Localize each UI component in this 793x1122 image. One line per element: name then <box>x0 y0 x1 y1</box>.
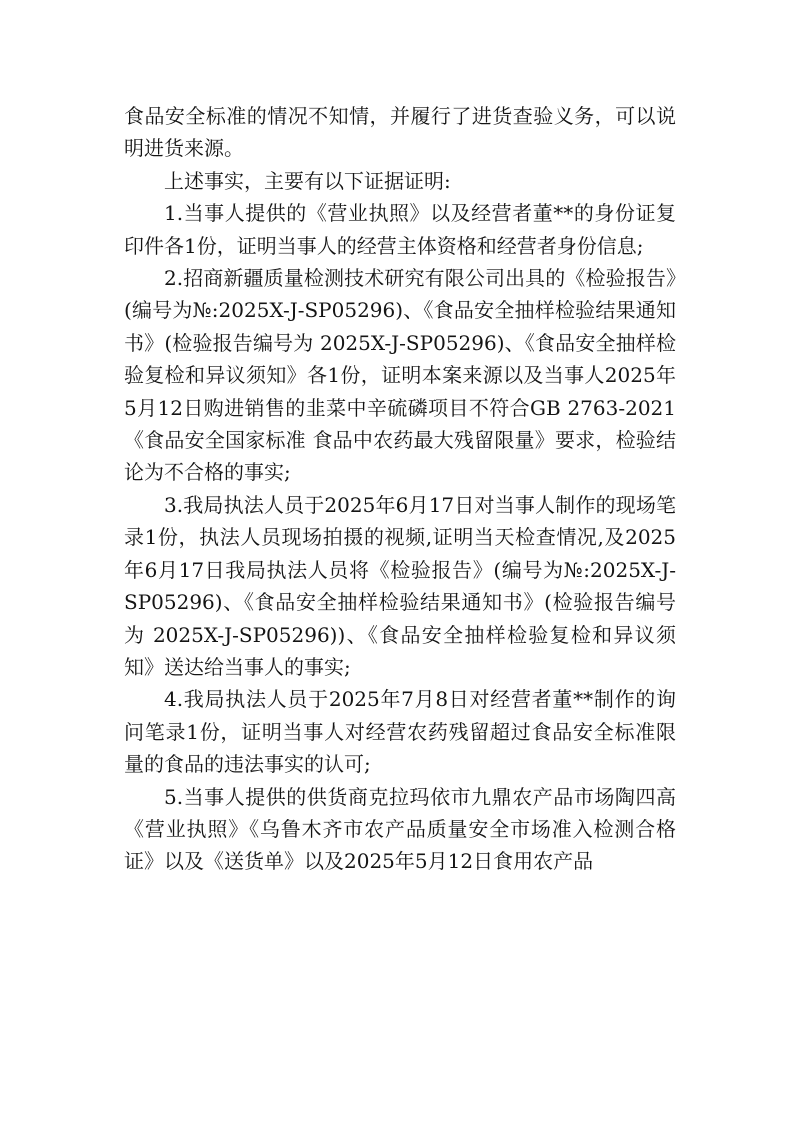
paragraph-evidence-intro: 上述事实，主要有以下证据证明: <box>164 168 451 193</box>
paragraph-evidence-4: 4.我局执法人员于2025年7月8日对经营者董**制作的询问笔录1份，证明当事人对经营农药残留超过食品安全标准限量的食品的违法事实的认可; <box>124 687 676 777</box>
paragraph-continuation: 食品安全标准的情况不知情，并履行了进货查验义务，可以说明进货来源。 <box>124 104 676 161</box>
paragraph-evidence-1: 1.当事人提供的《营业执照》以及经营者董**的身份证复印件各1份，证明当事人的经营主体资格和经营者身份信息; <box>124 201 676 258</box>
paragraph-evidence-3: 3.我局执法人员于2025年6月17日对当事人制作的现场笔录1份，执法人员现场拍摄的视频,证明当天检查情况,及2025年6月17日我局执法人员将《检验报告》(编号为№:2025X-J-SP05296)、《食品安全抽样检验结果通知书》(检验报告编号为 2025X-J-SP05296))、《食品安全抽样检验复检和异议须知》送达给当事人的事实; <box>124 492 676 679</box>
paragraph-evidence-2: 2.招商新疆质量检测技术研究有限公司出具的《检验报告》(编号为№:2025X-J-SP05296)、《食品安全抽样检验结果通知书》(检验报告编号为 2025X-J-SP05296)、《食品安全抽样检验复检和异议须知》各1份，证明本案来源以及当事人2025年5月12日购进销售的韭菜中辛硫磷项目不符合GB 2763-2021《食品安全国家标准 食品中农药最大残留限量》要求，检验结论为不合格的事实; <box>124 266 676 485</box>
body-text <box>124 100 676 878</box>
paragraph-evidence-5: 5.当事人提供的供货商克拉玛依市九鼎农产品市场陶四高《营业执照》《乌鲁木齐市农产品质量安全市场准入检测合格证》以及《送货单》以及2025年5月12日食用农产品 <box>124 784 676 874</box>
